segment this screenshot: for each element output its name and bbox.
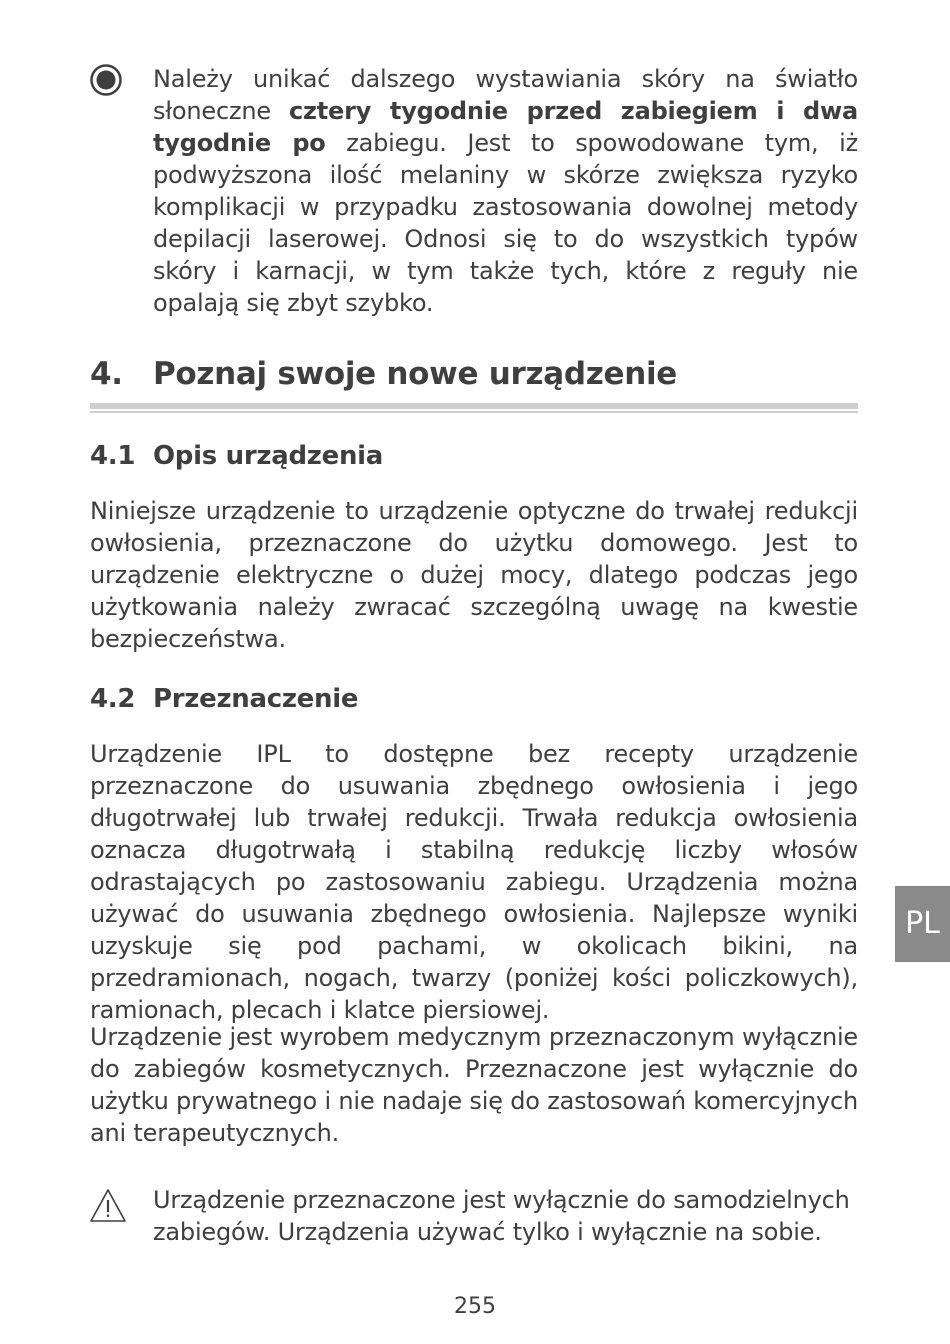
language-tab: PL — [895, 886, 950, 962]
subsection-number: 4.1 — [90, 441, 136, 471]
notice-text-pre: Należy unikać dalszego wystawiania skóry na światło słoneczne — [153, 65, 858, 125]
subsection-title: Opis urządzenia — [153, 441, 384, 471]
medical-device-text: Urządzenie jest wyrobem medycznym przeznaczonym wyłącznie do zabiegów kosmetycznych. Przeznaczone jest wyłącznie do użytku prywatnego i nie nadaje się do zastosowań komercyjnych ani terapeutycznych. — [90, 1023, 858, 1147]
subsection-title: Przeznaczenie — [153, 684, 359, 714]
warning-triangle-icon — [88, 1187, 128, 1229]
warning-text: Urządzenie przeznaczone jest wyłącznie do samodzielnych zabiegów. Urządzenia używać tylko i wyłącznie na sobie. — [153, 1186, 850, 1246]
intended-use-text: Urządzenie IPL to dostępne bez recepty urządzenie przeznaczone do usuwania zbędnego owłosienia i jego długotrwałej lub trwałej redukcji. Trwała redukcja owłosienia oznacza długotrwałą i stabilną redukcję liczby włosów odrastających po zastosowaniu zabiegu. Urządzenia można używać do usuwania zbędnego owłosienia. Najlepsze wyniki uzyskuje się pod pachami, w okolicach bikini, na przedramionach, nogach, twarzy (poniżej kości policzkowych), ramionach, plecach i klatce piersiowej. — [90, 740, 858, 1024]
device-description-text: Niniejsze urządzenie to urządzenie optyczne do trwałej redukcji owłosienia, przeznaczone do użytku domowego. Jest to urządzenie elektryczne o dużej mocy, dlatego podczas jego użytkowania należy zwracać szczególną uwagę na kwestie bezpieczeństwa. — [90, 497, 858, 653]
section-number: 4. — [90, 356, 123, 392]
page-number: 255 — [454, 1294, 496, 1319]
notice-text — [153, 63, 858, 319]
subsection-heading-4-1 — [90, 438, 383, 474]
subsection-heading-4-2 — [90, 681, 358, 717]
radio-target-icon — [89, 63, 123, 101]
subsection-number: 4.2 — [90, 684, 136, 714]
section-title: Poznaj swoje nowe urządzenie — [153, 356, 678, 392]
section-heading — [90, 352, 677, 396]
section-divider — [90, 403, 858, 409]
section-divider-thin — [90, 411, 858, 413]
notice-text-post: zabiegu. Jest to spowodowane tym, iż podwyższona ilość melaniny w skórze zwiększa ryzyko komplikacji w przypadku zastosowania dowolnej metody depilacji laserowej. Odnosi się to do wszystkich typów skóry i karnacji, w tym także tych, które z reguły nie opalają się zbyt szybko. — [153, 129, 858, 317]
notice-text-bold: cztery tygodnie przed zabiegiem i dwa tygodnie po — [153, 97, 858, 157]
